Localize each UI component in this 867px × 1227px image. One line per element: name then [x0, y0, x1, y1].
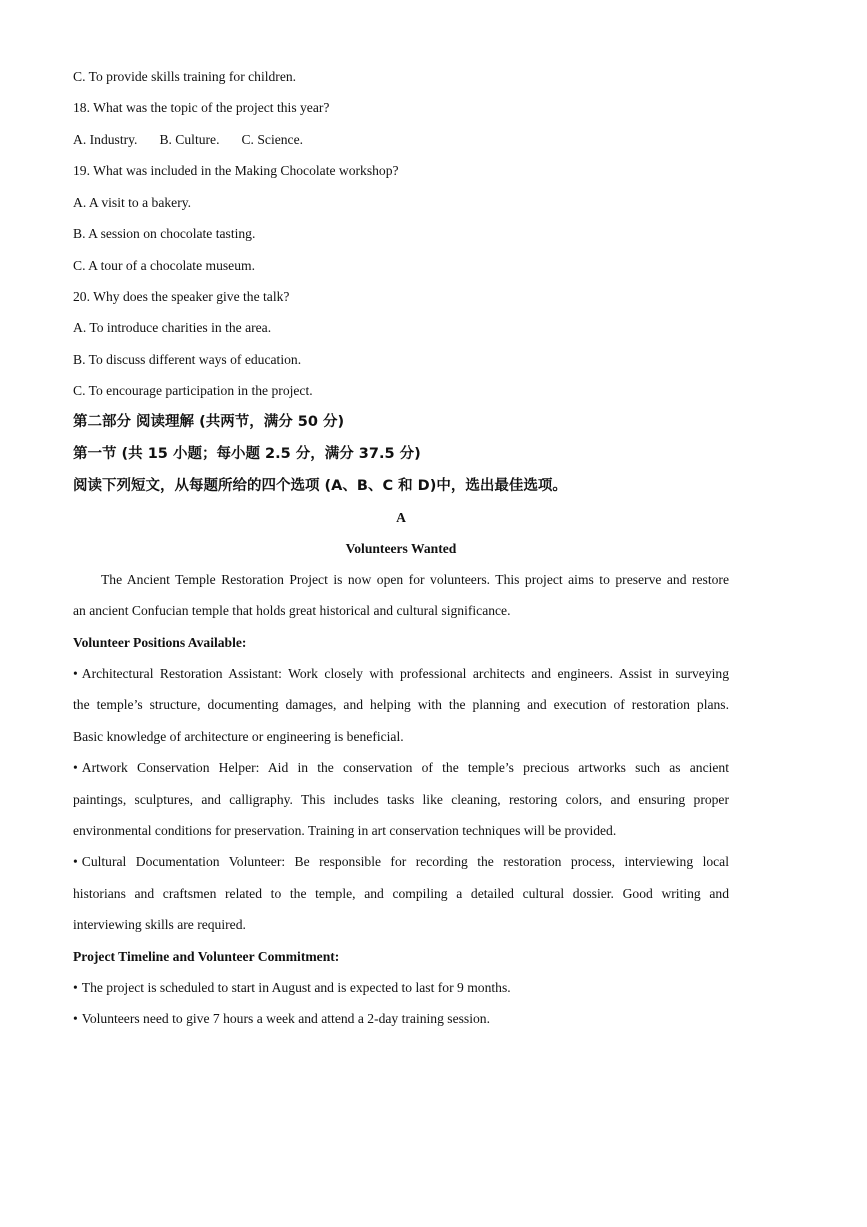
q17-option-c: C. To provide skills training for children.: [73, 69, 297, 84]
bullet: •: [73, 760, 78, 775]
positions-heading: Volunteer Positions Available:: [73, 635, 247, 650]
q20-option-a: A. To introduce charities in the area.: [73, 320, 272, 335]
q18-option-a: A. Industry.: [73, 132, 138, 147]
q18-options: [73, 130, 733, 150]
section-one-heading: 第一节 (共 15 小题；每小题 2.5 分，满分 37.5 分): [73, 446, 421, 462]
position-3-line-3: interviewing skills are required.: [73, 917, 246, 932]
position-1-line-3: Basic knowledge of architecture or engineering is beneficial.: [73, 729, 404, 744]
bullet: •: [73, 854, 78, 869]
bullet: •: [73, 1011, 78, 1026]
position-3-line-1: • Cultural Documentation Volunteer: Be responsible for recording the restoration process, interviewing local: [73, 854, 729, 869]
q19-option-b: B. A session on chocolate tasting.: [73, 226, 256, 241]
bullet: •: [73, 666, 78, 681]
timeline-item-2: • Volunteers need to give 7 hours a week and attend a 2-day training session.: [73, 1011, 490, 1026]
timeline-item-1: • The project is scheduled to start in August and is expected to last for 9 months.: [73, 980, 511, 995]
q20-question: 20. Why does the speaker give the talk?: [73, 289, 290, 304]
q18-question: 18. What was the topic of the project this year?: [73, 100, 330, 115]
position-1-line-1: • Architectural Restoration Assistant: Work closely with professional architects and engineers. Assist in surveying: [73, 666, 729, 681]
q19-question: 19. What was included in the Making Chocolate workshop?: [73, 163, 399, 178]
reading-instruction: 阅读下列短文，从每题所给的四个选项 (A、B、C 和 D)中，选出最佳选项。: [73, 478, 567, 494]
q19-option-a: A. A visit to a bakery.: [73, 195, 192, 210]
passage-letter: A: [396, 510, 406, 525]
bullet: •: [73, 980, 78, 995]
position-2-line-1: • Artwork Conservation Helper: Aid in the conservation of the temple’s precious artworks such as ancient: [73, 760, 729, 775]
intro-line-2: an ancient Confucian temple that holds great historical and cultural significance.: [73, 603, 511, 618]
q20-option-b: B. To discuss different ways of education.: [73, 352, 302, 367]
intro-line-1: The Ancient Temple Restoration Project is now open for volunteers. This project aims to preserve and restore: [101, 572, 729, 587]
position-2-line-3: environmental conditions for preservation. Training in art conservation techniques will be provided.: [73, 823, 617, 838]
q18-option-b: B. Culture.: [159, 132, 220, 147]
part-two-heading: 第二部分 阅读理解 (共两节，满分 50 分): [73, 414, 345, 430]
position-3-line-2: historians and craftsmen related to the temple, and compiling a detailed cultural dossier. Good writing and: [73, 886, 729, 901]
q20-option-c: C. To encourage participation in the project.: [73, 383, 313, 398]
q19-option-c: C. A tour of a chocolate museum.: [73, 258, 255, 273]
q18-option-c: C. Science.: [241, 132, 304, 147]
passage-title: Volunteers Wanted: [345, 541, 457, 556]
timeline-heading: Project Timeline and Volunteer Commitment:: [73, 949, 340, 964]
position-1-line-2: the temple’s structure, documenting damages, and helping with the planning and execution of restoration plans.: [73, 697, 729, 712]
position-2-line-2: paintings, sculptures, and calligraphy. This includes tasks like cleaning, restoring colors, and ensuring proper: [73, 792, 729, 807]
